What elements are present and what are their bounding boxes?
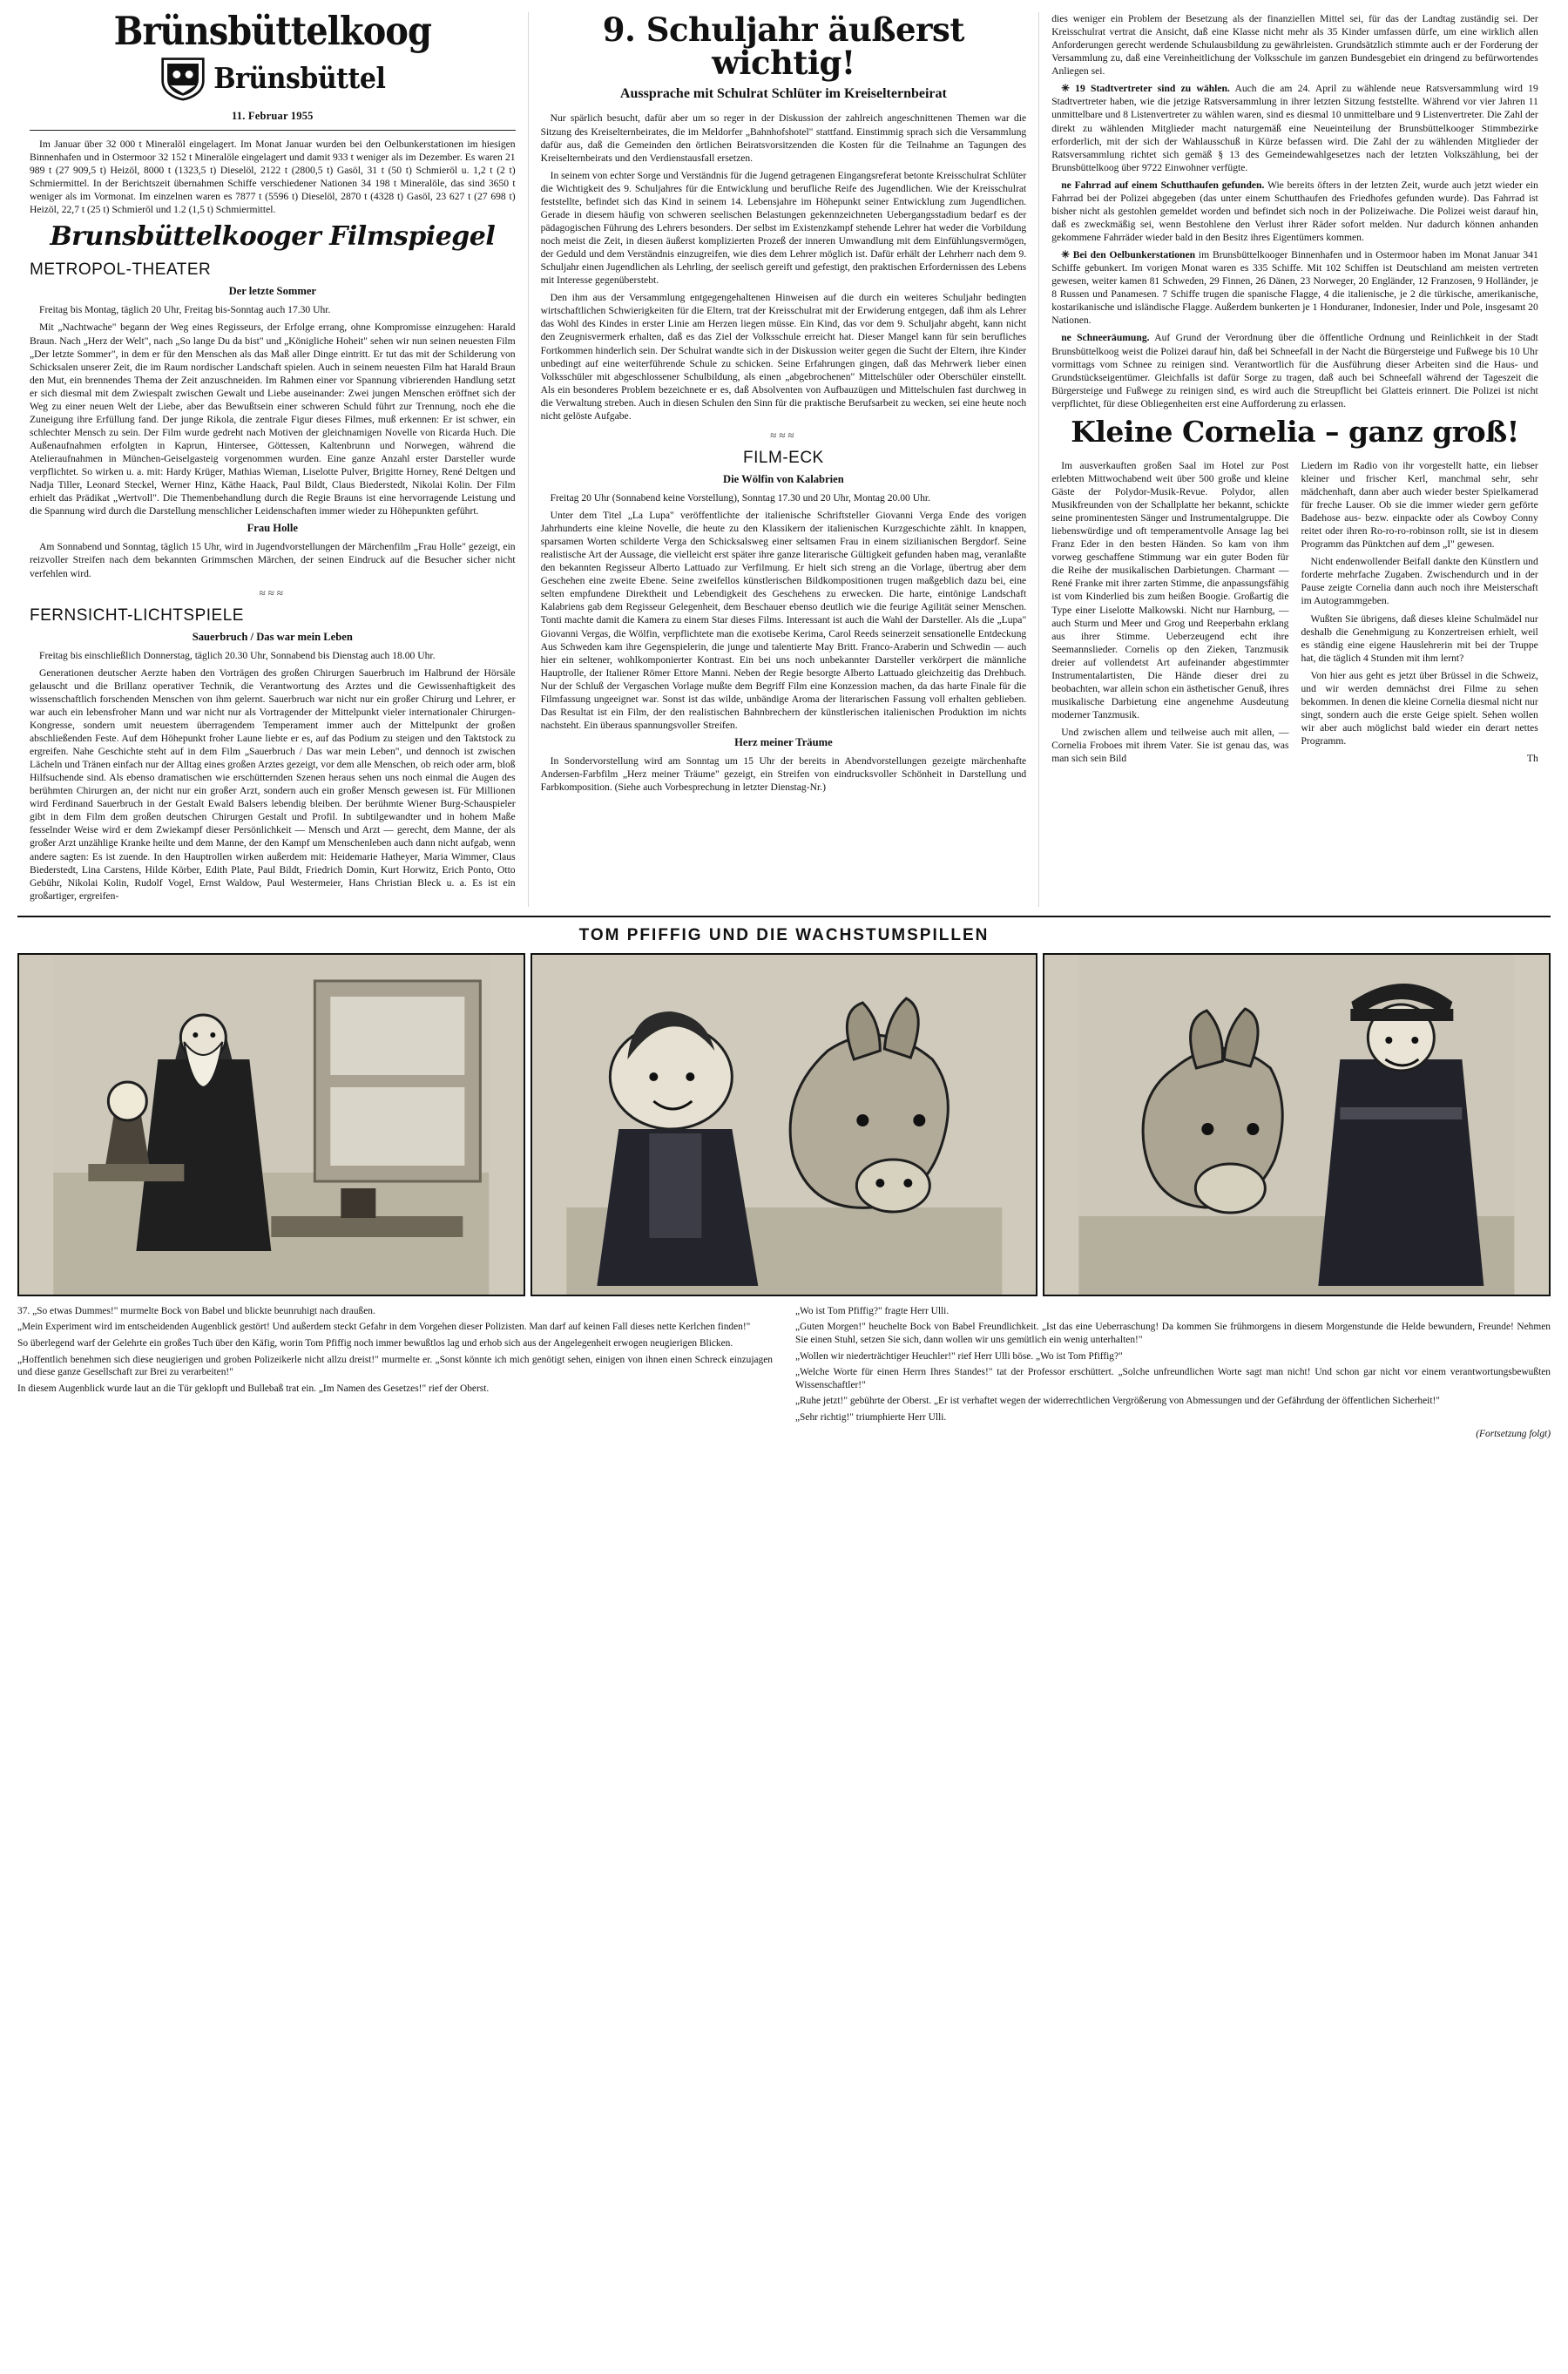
- ornament-divider: ≈≈≈: [259, 585, 286, 599]
- column-middle: [529, 12, 1040, 907]
- news-marker-1: ✳ 19 Stadtvertreter sind zu wählen.: [1061, 83, 1230, 95]
- comic-panel-1: [17, 953, 525, 1296]
- news-marker-4: ne Schneeräumung.: [1061, 332, 1150, 344]
- frau-holle-text: Am Sonnabend und Sonntag, täglich 15 Uhr, wird in Jugendvorstellungen der Märchenfilm „Frau Holle" gezeigt, ein reizvoller Streifen nach dem bekannten Grimmschen Märchen, der seinen Eindruck auf die Besucher sicher nicht verfehlen wird.: [30, 541, 516, 579]
- comic-continuation-note: (Fortsetzung folgt): [1476, 1428, 1551, 1439]
- ornament-divider-2: ≈≈≈: [770, 428, 797, 442]
- cornelia-p5: Wußten Sie übrigens, daß dieses kleine Schulmädel nur deshalb die Genehmigung zu Konzertreisen erhielt, weil es ständig eine eigene Hauslehrerin mit bei der Truppe hat, die täglich 4 Stunden mit ihm lernt?: [1301, 612, 1538, 664]
- comic-caption-left-5: In diesem Augenblick wurde laut an die Tür geklopft und Bullebaß trat ein. „Im Namen des Gesetzes!" rief der Oberst.: [17, 1383, 490, 1394]
- cornelia-byline: Th: [1526, 753, 1538, 765]
- metropol-showtimes: Freitag bis Montag, täglich 20 Uhr, Freitag bis-Sonntag auch 17.30 Uhr.: [39, 304, 331, 316]
- cornelia-col-right: [1301, 459, 1538, 769]
- town-coat-of-arms-icon: [159, 56, 206, 101]
- news-marker-3: ✳ Bei den Oelbunkerstationen: [1061, 249, 1196, 261]
- fernsicht-film-title: Sauerbruch / Das war mein Leben: [192, 630, 353, 643]
- comic-caption-left-2: „Mein Experiment wird im entscheidenden Augenblick gestört! Und außerdem steckt Gefahr in dem Vorgehen dieser Polizisten. Man darf auf keinen Fall dieses nette Kerlchen finden!": [17, 1322, 751, 1333]
- news-marker-2: ne Fahrrad auf einem Schutthaufen gefunden.: [1061, 179, 1265, 191]
- column-left: [17, 8, 529, 907]
- masthead-subtitle: Brünsbüttel: [213, 61, 386, 96]
- cornelia-headline: Kleine Cornelia – ganz groß!: [1071, 414, 1519, 449]
- panel-2-artwork: [532, 955, 1037, 1295]
- comic-caption-right-4: „Welche Worte für einen Herrn Ihres Standes!" tat der Professor erschüttert. „Solche unfreundlichen Worte sagt man nicht! Und schon gar nicht vor einem verantwortungsbewußten Wissenschaftler!": [795, 1367, 1551, 1390]
- comic-caption-right-6: „Sehr richtig!" triumphierte Herr Ulli.: [795, 1411, 947, 1423]
- school-article-continued: dies weniger ein Problem der Besetzung als der finanziellen Mittel sei, für das der Landtag zuständig sei. Der Kreisschulrat vertrat die Ansicht, daß eine Klasse nicht mehr als 35 Kinder umfassen dürfe, um eine wirklich allen Anforderungen gerecht werdende Schulausbildung zu gewährleisten. Grundsätzlich stimmte auch er der Forderung der Versammlung zu, daß eine Vereinheitlichung der Volksschule im ganzen Bundesgebiet ein dringend zu befürwortendes Anliegen sei.: [1051, 13, 1538, 78]
- news-text-1: Auch die am 24. April zu wählende neue Ratsversammlung wird 19 Stadtvertreter haben, wie die jetzige Ratsversammlung in ihrer letzten Sitzung feststellte. Während vor vier Jahren 11 unmittelbare und 8 Listenvertreter zu wählen waren, sind es diesmal 10 unmittelbare und 9 Listenvertreter. Die Zahl der direkt zu wählenden Mitglieder macht naturgemäß eine Neueinteilung der Brunsbüttelkooger Stimmbezirke erforderlich, mit der sich der Wahlausschuß in Kürze befassen wird. Die Zahl der zu wählenden Mitglieder der Ratsversammlung richtet sich gemäß § 13 des Gemeindewahlgesetzes nach der letzten Volkszählung, bei der Brunsbüttelkoog über 9722 Einwohner verfügte.: [1051, 83, 1538, 173]
- school-article-p2: In seinem von echter Sorge und Verständnis für die Jugend getragenen Eingangsreferat betonte Kreisschulrat Schlüter die Wichtigkeit des 9. Schuljahres für die Entwicklung und berufliche Reife des Jugendlichen. Wie der Kreisschulrat feststellte, befindet sich das Kind in seinem 14. Lebensjahre im Höhepunkt seiner Entwicklung zum Jugendlichen. Gerade in diesem häufig von schweren seelischen Belastungen gekennzeichneten Uebergangsstadium bedarf es der pädagogischen Führung des Lehrers besonders. Der selbst im Existenzkampf stehende Lehrer hat weder die Vorbildung noch meist die Zeit, in diesen äußerst komplizierten Prozeß der inneren Umwandlung mit dem Einfühlungsvermögen, der Geduld und dem Verständnis einzugreifen, wie dies dem Lehrer möglich ist. Dafür erhält der Lehrherr nach dem 9. Schuljahr einen Jugendlichen als Lehrling, der seelisch gereift und gefestigt, den praktischen Erfordernissen des Lebens mit Interesse gegenüberstebt.: [540, 169, 1027, 287]
- film-eck-title: Die Wölfin von Kalabrien: [723, 472, 844, 485]
- panel-3-artwork: [1044, 955, 1549, 1295]
- news-item-stadtvertreter: [1051, 82, 1538, 173]
- fernsicht-review: Generationen deutscher Aerzte haben den Vorträgen des großen Chirurgen Sauerbruch im Halbrund der Hörsäle gelauscht und die Brillanz operativer Technik, die Verantwortung des Arztes und die Gewissenhaftigkeit des wissenschaftlich forschenden Menschen von ihm gelernt. Sauerbruch war nicht nur ein großer Chirurg und Lehrer, er war auch ein lebensfroher Mann und war nicht nur als Vortragender der Mittelpunkt vieler internationaler Chirurgen-Kongresse, sondern umit neuestem überragendem Temperament immer auch der Mittelpunkt der großen abschließenden Feste. Auf dem Höhepunkt froher Laune liebte er es, auf das Podium zu steigen und den Taktstock zu ergreifen. Nahe Geschichte steht auf in dem Film „Sauerbruch / Das war mein Leben", und dennoch ist zwischen Lächeln und Tränen einfach nur der Alltag eines großen Arztes gezeigt, vor dem alle Menschen, ob reich oder arm, bloß Hilfsuchende sind. Als ebenso dramatischen wie erschütternden Szenen heraus sehen uns noch einmal die Augen des berühmten Chirurgen an, der nicht nur ein großer Arzt, sondern auch ein großer Mensch gewesen ist. Für Millionen wird Ferdinand Sauerbruch in der Gestalt Ewald Balsers lebendig bleiben. Der berühmte Wiener Burg-Schauspieler gibt in dem Film dem großen deutschen Chirurgen Gestalt und Profil. In subtilgewandter und in hohem Maße fesselnder Weise wird er dem Zwiekampf dieser Persönlichkeit — Mensch und Arzt — gerecht, dem Manne, der als großer Arzt unzählige Kranke heilte und dem Manne, der den Kampf um Menschenleben auch dann nicht aufgab, wenn andere sagten: Es ist zuende. In den Hauptrollen wirken außerdem mit: Heidemarie Hatheyer, Maria Wimmer, Claus Biederstedt, Lina Carstens, Hilde Körber, Edith Plate, Paul Bildt, Friedrich Domin, Kurt Horwitz, Erich Ponto, Otto Gebühr, Nikolai Kolin, Rudolf Vogel, Ernst Waldow, Paul Westermeier, Hans Christian Bleck u. a. Es ist ein großartiger, ergreifen-: [30, 666, 516, 902]
- cornelia-p2: Und zwischen allem und teilweise auch mit allen, — Cornelia Froboes mit ihrem Vater. Sie ist genau das, was man sich sein Bild: [1051, 727, 1289, 765]
- film-eck-review: Unter dem Titel „La Lupa" veröffentlichte der italienische Schriftsteller Giovanni Verga Ende des vorigen Jahrhunderts eine kleine Novelle, die heute zu den Klassikern der italienischen Kurzgeschichte zählt. In knappen, sparsamen Worten schilderte Verga den Schicksalsweg einer seltsamen Frau in einem sizilianischen Bergdorf. Seine realistische Art der Aussage, die vielleicht erst später ihre ganze literarische Gültigkeit gefunden haben mag, veranlaßte den bekannten Regisseur Alberto Lattuado zur Verfilmung. Er hielt sich streng an die Vorlage, übertrug aber dem Geschehen eine zweite Ebene. Seine zweifellos künstlerischen Bildkompositionen trugen maßgeblich dazu bei, eine selten empfundene Direktheit und Lebendigkeit des Geschehens zu erwecken. Die harte, eintönige Landschaft Kalabriens gab dem Regisseur Gelegenheit, dem Beschauer ebenso deutlich wie die feurige Agilität seiner Menschen. Tonti machte damit die Kamera zu einem Star dieses Films. Interessant ist auch die Wahl der Darsteller. Als die „Lupa" Giovanni Vergas, die Wölfin, verpflichtete man die exotisebe Kerima, Carol Reeds seinerzeit sensationelle Entdeckung Aus Schweden kam ihre Gegenspielerin, die junge und talentierte May Britt. Franco-Araberin und Schwedin — auch hier ein seltener, wohlkomponierter Kontrast. Ein bei uns noch unbekannter Darsteller verkörpert die männliche Hauptrolle, der Italiener Römer Ettore Manni. Neben der Regie besorgte Alberto Lattuado gleichzeitig das Drehbuch. Nur der Schluß der Vergaschen Vorlage mußte dem Begriff Film eine Konzession machen, da das harte Finale für die Filmfassung ungeeignet war. Sonst ist das wilde, unbändige Aroma der literarischen Fassung voll erhalten geblieben. Das Resultat ist ein Film, der den realistischen Bahnbrechern der künstlerischen italienischen Produktion im nichts nachsteht. Ein überaus spannungsvoller Streifen.: [540, 509, 1027, 731]
- comic-caption-left-1: 37. „So etwas Dummes!" murmelte Bock von Babel und blickte beunruhigt nach draußen.: [17, 1305, 375, 1316]
- comic-caption-left-4: „Hoffentlich benehmen sich diese neugierigen und groben Polizeikerle nicht allzu dreist!" murmelte er. „Sonst könnte ich mich genötigt sehen, einigen von ihnen einen Schreck einzujagen und diese ganze Gesellschaft zur Brei zu verarbeiten!": [17, 1354, 773, 1378]
- school-article-p3: Den ihm aus der Versammlung entgegengehaltenen Hinweisen auf die durch ein weiteres Schuljahr bedingten wirtschaftlichen Schwierigkeiten für die Eltern, trat der Kreisschulrat mit der Erwiderung entgegen, daß ihm als Lehrer das Wohl des Kindes in erster Linie am Herzen liegen müsse. Ein Kind, das vor dem 9. Schuljahr abgeht, kann nicht den Zeugnisvermerk erhalten, daß es das Ziel der Volksschule erreicht hat. Dieser Mangel kann für sein berufliches Fortkommen hinderlich sein. Der Schulrat wandte sich in der Diskussion weiter gegen die Sucht der Eltern, ihre Kinder unbedingt auf eine weiterführende Schule zu schicken. Seine Erfahrungen gingen, daß das Mehrwerk lieber einen Volksschüler mit abgeschlossener Schulbildung, als einen „abgebrochenen" Mittelschüler oder Oberschüler einstellt. Als ein besonderes Problem bezeichnete er es, daß Absolventen von Aufbauzügen und Mittelschulen fast durchweg in die Verwaltung streben. Auch in diesen Schulen den Sinn für die praktische Berufsarbeit zu wecken, sei eine heute noch nicht gelöste Aufgabe.: [540, 292, 1027, 422]
- comic-caption-left-3: So überlegend warf der Gelehrte ein großes Tuch über den Käfig, worin Tom Pfiffig noch immer bewußtlos lag und erhob sich aus der Angelegenheit erwogen neugierigen Blicken.: [17, 1337, 733, 1349]
- news-text-4: Auf Grund der Verordnung über die öffentliche Ordnung und Reinlichkeit in der Stadt Brunsbüttelkoog weist die Polizei darauf hin, daß bei Schneefall in der Nacht die Bürgersteige und Fußwege bis 10 Uhr vormittags vom Schnee zu reinigen sind. Verantwortlich für die Ausführung dieser Arbeiten sind die Haus- und Grundstückseigentümer. Gleichfalls ist dafür Sorge zu tragen, daß auch bei Schneefall während der Tageszeit die Bürgersteige und Fußwege zu reinigen sind, es wird auch die Streupflicht bei Glatteis erinnert. Die Polizei ist nicht verpflichtet, für diese Obliegenheiten erst eine Aufforderung zu erlassen.: [1051, 332, 1538, 409]
- divider: [30, 130, 516, 131]
- filmspiegel-heading: Brunsbüttelkooger Filmspiegel: [50, 221, 496, 253]
- news-item-oelbunker: [1051, 248, 1538, 327]
- comic-caption-right: [795, 1305, 1551, 1440]
- film-eck-heading: FILM-ECK: [743, 448, 824, 467]
- cornelia-columns: [1051, 459, 1538, 769]
- masthead: [30, 8, 516, 123]
- panel-1-artwork: [19, 955, 524, 1295]
- cornelia-p3: Liedern im Radio von ihr vorgestellt hatte, ein liebser kleiner und frischer Kerl, manchmal sehr, sehr mädchenhaft, dann aber auch wieder bester Spielkamerad für freche Lauser. Ob sie die immer wieder gern geförte Badehose aus- bezw. einpackte oder als Cowboy Conny reitet oder ihren Ro-ro-ro-robinson rollt, sie ist in diesem Programm das Pünktchen auf dem „I" gewesen.: [1301, 459, 1538, 551]
- news-text-2: Wie bereits öfters in der letzten Zeit, wurde auch jetzt wieder ein Fahrrad bei der Polizei abgegeben (das unter einem Schutthaufen des Friedhofes gefunden wurde). Das Fahrrad ist bisher nicht als gestohlen gemeldet worden und befindet sich noch in der Polizeiwache. Die Polizei weist darauf hin, daß es zweckmäßig sei, wenn Bestohlene den Verlust ihrer Räder sofort melden. Nur dadurch können anhanden gekommene Fahrräder wieder bald in den Besitz ihres Eigentümers kommen.: [1051, 179, 1538, 243]
- main-subheadline: Aussprache mit Schulrat Schlüter im Kreiselternbeirat: [619, 86, 947, 102]
- masthead-title: Brünsbüttelkoog: [113, 8, 431, 55]
- masthead-row: [30, 56, 516, 101]
- metropol-film-title: Der letzte Sommer: [228, 285, 317, 298]
- column-right: [1039, 12, 1551, 907]
- fernsicht-showtimes: Freitag bis einschließlich Donnerstag, täglich 20.30 Uhr, Sonnabend bis Dienstag auch 18.00 Uhr.: [39, 649, 436, 661]
- column-container: [0, 0, 1568, 907]
- comic-panel-3: [1043, 953, 1551, 1296]
- news-item-schneeraeumung: [1051, 331, 1538, 409]
- cornelia-p1: Im ausverkauften großen Saal im Hotel zur Post erlebten Mittwochabend weit über 500 große und kleine Gäste der Polydor-Musik-Revue. Polydor, allen Musikfreunden von der Schallplatte her bekannt, schickte seine prominentesten Sänger und Instrumentalgruppe. Die liebenswürdige und oft temperamentvolle Ansage lag bei Franz Eder in den besten Händen. So kam von ihm vorweg geschaffene Stimmung war ein guter Boden für die Reihe der musikalischen Darbietungen. Charmant — René Franke mit ihrer zarten Stimme, die anpassungsfähig ist vom Kinderlied bis zum heißen Boogie. Großartig die Type einer Liselotte Malkowski. Nicht nur Harnburg, — auch Sturm und Meer und Grog und Reeperbahn erklang aus ihrer Stimme. Ueberzeugend echt ihre Seemannslieder. Cornelis op den Zieken, Tanzmusik dreier auf vollendetst Art aufeinander abgestimmter Instrumentalartisten, Die Hände dieser drei zu beobachten, war allein schon ein ästhetischer Genuß, ihres musikalische Darbietung eine angenehme Ausdeutung moderner Tanzmusik.: [1051, 459, 1289, 720]
- cornelia-col-left: [1051, 459, 1288, 769]
- news-text-3: im Brunsbüttelkooger Binnenhafen und in Ostermoor haben im Monat Januar 341 Schiffe gebunkert. Im vorigen Monat waren es 335 Schiffe. Mit 102 Schiffen ist Deutschland am meisten vertreten gewesen, weiter kamen 81 Schweden, 29 Finnen, 26 Dänen, 23 Norweger, 20 Engländer, 12 Franzosen, 9 Holländer, je 8 Russen und Panamesen. 7 Schiffe trugen die spanische Flagge, 4 die italienische, je 2 die türkische, amerikanische, kostarikanische und isländische Flagge. Außerdem bunkerten je 1 Honduraner, Indonesier, Inder und Pole, insgesamt 20 Nationen.: [1051, 249, 1538, 327]
- comic-caption-left: [17, 1305, 773, 1440]
- cornelia-p6: Von hier aus geht es jetzt über Brüssel in die Schweiz, und wir werden demnächst drei Filme zu sehen bekommen. In denen die kleine Cornelia diesmal nicht nur singt, sondern auch die erste Geige spielt. Sehen wollen wir aber auch möglichst bald wieder ein derart nettes Programm.: [1301, 669, 1538, 747]
- comic-caption-block: [17, 1305, 1551, 1440]
- frau-holle-title: Frau Holle: [247, 522, 298, 535]
- comic-caption-right-3: „Wollen wir niederträchtiger Heuchler!" rief Herr Ulli böse. „Wo ist Tom Pfiffig?": [795, 1350, 1123, 1362]
- main-headline: 9. Schuljahr äußerst wichtig!: [602, 10, 964, 82]
- comic-panels: [17, 953, 1551, 1296]
- masthead-date: 11. Februar 1955: [232, 110, 314, 122]
- herz-meiner-traeume-title: Herz meiner Träume: [734, 736, 833, 749]
- fernsicht-lichtspiele-heading: FERNSICHT-LICHTSPIELE: [30, 605, 244, 625]
- comic-title: TOM PFIFFIG UND DIE WACHSTUMSPILLEN: [578, 925, 990, 944]
- comic-caption-right-1: „Wo ist Tom Pfiffig?" fragte Herr Ulli.: [795, 1305, 950, 1316]
- news-item-fahrrad: [1051, 179, 1538, 244]
- school-article-p1: Nur spärlich besucht, dafür aber um so reger in der Diskussion der zahlreich angeschnittenen Themen war die Sitzung des Kreiselternbeirates, die im Meldorfer „Bahnhofshotel" stattfand. Einstimmig sprach sich die Versammlung dafür aus, daß die Gemeinden den örtlichen Beiratsvorsitzenden die Kosten für die Teilnahme an Tagungen des Kreiselternbeirats und den Verdienstausfall ersetzen.: [540, 112, 1027, 164]
- comic-strip-section: [17, 916, 1551, 1440]
- cornelia-p4: Nicht endenwollender Beifall dankte den Künstlern und forderte mehrfache Zugaben. Zwischendurch und in der Pause zeigte Cornelia dann auch noch ihre Meisterschaft im Autogrammgeben.: [1301, 556, 1538, 607]
- article-oil-paragraph: Im Januar über 32 000 t Mineralöl eingelagert. Im Monat Januar wurden bei den Oelbunkerstationen im hiesigen Binnenhafen und in Ostermoor 32 152 t Mineralöle eingelagert und damit 933 t weniger als im Dezember. Es waren 21 989 t (27 909,5 t) Heizöl, 8000 t (1323,5 t) Dieselöl, 2122 t (2800,5 t) Gasöl, 31 t (50 t) Schmieröl u. 1,2 t (2 t) Schmiermittel. In der Berichtszeit übernahmen Schiffe verschiedener Nationen 34 198 t Mineralöle, das sind 3650 t weniger als im Vormonat. Im einzelnen waren es 7877 t (5596 t) Dieselöl, 2870 t (4328 t) Gasöl, 23 627 t (27 698 t) Heizöl, 22,7 t (25 t) Schmieröl und 1.2 (1,5 t) Schmiermittel.: [30, 139, 516, 216]
- comic-caption-right-5: „Ruhe jetzt!" gebührte der Oberst. „Er ist verhaftet wegen der widerrechtlichen Vergrößerung von Abmessungen und der Gefährdung der öffentlichen Sicherheit!": [795, 1396, 1440, 1407]
- metropol-review: Mit „Nachtwache" begann der Weg eines Regisseurs, der Erfolge errang, ohne Kompromisse einzugehen: Harald Braun. Nach „Herz der Welt", nach „So lange Du da bist" und „Königliche Hoheit" sehen wir nun seinen neuesten Film „Der letzte Sommer", in dem er für den Menschen als das Maß aller Dinge eintritt. Er tut das mit der Schilderung von Schicksalen unserer Zeit, die im Raum nordischer Landschaft spielen. Auch in seinem neuesten Film hat Harald Braun den Mut, ein brennendes Thema der Zeit anzuschneiden. Im Rahmen einer vor Spannung vibrierenden Handlung setzt er sich diesmal mit dem Zwiespalt zwischen Gewalt und Liebe auseinander: Zwei jungen Menschen eröffnet sich der Weg zu einer neuen Welt der Liebe, aber das Bewußtsein einer schweren Schuld führt zur Trennung, noch ehe die Zuneigung ihre Erfüllung fand. Der junge Rikola, die zentrale Figur dieses Filmes, muß erkennen: Er ist schwer, ein schlechter Mensch zu sein. Der Film wurde gedreht nach Motiven der gleichnamigen Novelle von Ricarda Huch. Die Außenaufnahmen erfolgten in Kaprun, Hintersee, Göttessen, Kaltenbrunn und Norwegen, während die Atelieraufnahmen in München-Geiselgasteig vorgenommen wurden. Eine ganze Anzahl erster Darsteller wurde verpflichtet. So wirken u. a. mit: Hardy Krüger, Mathias Wieman, Liselotte Pulver, Brigitte Horney, René Deltgen und Nadja Tiller, Leonard Steckel, Werner Hinz, Käthe Haack, Paul Bildt, Claus Biederstedt, Nikolai Kolin. Der Film erhielt das Prädikat „Wertvoll". Die Themenbehandlung durch die Regie Brauns ist eine hervorragende Leistung und die Spannung wird durch die Darstellung menschlicher Leidenschaften immer wieder zu Höhepunkten geführt.: [30, 321, 516, 517]
- comic-panel-2: [531, 953, 1038, 1296]
- film-eck-showtimes: Freitag 20 Uhr (Sonnabend keine Vorstellung), Sonntag 17.30 und 20 Uhr, Montag 20.00 Uhr.: [550, 491, 930, 504]
- comic-caption-right-2: „Guten Morgen!" heuchelte Bock von Babel Freundlichkeit. „Ist das eine Ueberraschung! Da kommen Sie frühmorgens in diesem Morgenstunde die Helde bewundern, Freunde! Nehmen Sie einen Stuhl, setzen Sie sich, dann wollen wir uns gemütlich ein wenig unterhalten!": [795, 1322, 1551, 1345]
- herz-meiner-traeume-text: In Sondervorstellung wird am Sonntag um 15 Uhr der bereits in Abendvorstellungen gezeigte märchenhafte Andersen-Farbfilm „Herz meiner Träume" gezeigt, ein Streifen von eindrucksvoller Schönheit in Darstellung und Farbkomposition. (Siehe auch Vorbesprechung in letzter Dienstag-Nr.): [540, 755, 1027, 794]
- metropol-theater-heading: METROPOL-THEATER: [30, 260, 212, 280]
